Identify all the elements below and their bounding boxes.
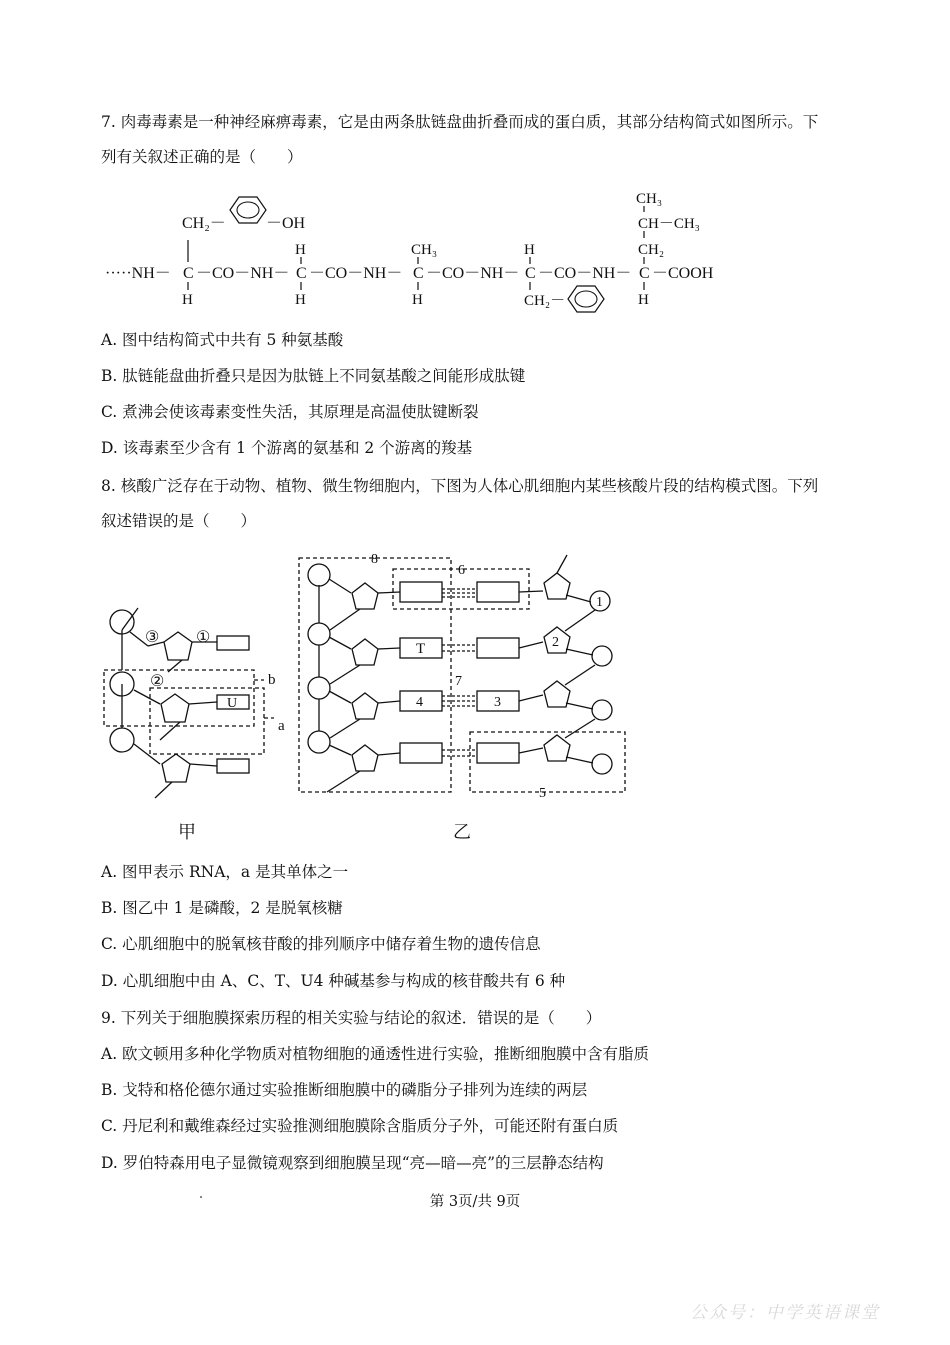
watermark: 公众号：中学英语课堂 — [690, 1303, 880, 1323]
alpha-c-4: C — [525, 265, 536, 282]
h-1: H — [182, 292, 193, 308]
h-5: H — [638, 292, 649, 308]
q8-option-b: B. 图乙中 1 是磷酸，2 是脱氧核糖 — [101, 899, 343, 917]
label-2: 2 — [552, 635, 559, 650]
label-a: a — [278, 718, 285, 734]
q8-option-a: A. 图甲表示 RNA，a 是其单体之一 — [101, 863, 349, 881]
carboxyl-end: －COOH — [652, 265, 714, 282]
q7-stem-line1: 7. 肉毒毒素是一种神经麻痹毒素，它是由两条肽链盘曲折叠而成的蛋白质，其部分结构简式如图所示。下 — [101, 113, 819, 131]
label-8: 8 — [371, 552, 378, 567]
peptide-bond-3: －CO－NH－ — [426, 265, 520, 282]
q9-option-a: A. 欧文顿用多种化学物质对植物细胞的通透性进行实验，推断细胞膜中含有脂质 — [101, 1045, 650, 1063]
label-4: 4 — [416, 695, 423, 710]
benzene-ring-1 — [230, 197, 266, 223]
h-3: H — [412, 292, 423, 308]
q7-option-a: A. 图中结构简式中共有 5 种氨基酸 — [101, 331, 344, 349]
r1-ch2: CH₂－ — [182, 215, 226, 232]
q8-option-c: C. 心肌细胞中的脱氧核苷酸的排列顺序中储存着生物的遗传信息 — [101, 935, 541, 953]
label-7: 7 — [455, 674, 462, 689]
q8-stem-line1: 8. 核酸广泛存在于动物、植物、微生物细胞内，下图为人体心肌细胞内某些核酸片段的结构模式图。下列 — [101, 477, 819, 495]
r1-oh: －OH — [266, 215, 306, 232]
q9-stem: 9. 下列关于细胞膜探索历程的相关实验与结论的叙述．错误的是（ ） — [101, 1009, 602, 1027]
h-2-top: H — [295, 242, 306, 258]
r5-ch3: CH₃ — [636, 191, 663, 207]
label-5: 5 — [539, 786, 546, 801]
label-1: 1 — [596, 595, 603, 610]
label-jia: 甲 — [178, 822, 196, 842]
r5-ch2: CH₂ — [638, 242, 665, 258]
mark-1: ① — [196, 629, 211, 646]
peptide-bond-1: －CO－NH－ — [196, 265, 290, 282]
r3-ch3: CH₃ — [411, 242, 438, 258]
q7-stem-line2: 列有关叙述正确的是（ ） — [101, 148, 303, 166]
mark-3: ③ — [145, 629, 160, 646]
base-u: U — [227, 696, 238, 711]
alpha-c-5: C — [639, 265, 650, 282]
r5-ch: CH－CH₃ — [638, 216, 700, 232]
q7-option-c: C. 煮沸会使该毒素变性失活，其原理是高温使肽键断裂 — [101, 403, 479, 421]
peptide-bond-4: －CO－NH－ — [538, 265, 632, 282]
mark-2: ② — [150, 673, 165, 690]
q9-option-b: B. 戈特和格伦德尔通过实验推断细胞膜中的磷脂分子排列为连续的两层 — [101, 1081, 588, 1099]
box-5 — [470, 732, 625, 792]
q8-option-d: D. 心肌细胞中由 A、C、T、U4 种碱基参与构成的核苷酸共有 6 种 — [101, 972, 566, 990]
label-b: b — [268, 672, 276, 688]
q7-option-b: B. 肽链能盘曲折叠只是因为肽链上不同氨基酸之间能形成肽键 — [101, 367, 526, 385]
figure-jia-rna — [100, 600, 300, 850]
peptide-structure-figure — [100, 180, 740, 320]
box-8 — [299, 558, 451, 792]
label-6: 6 — [458, 563, 465, 578]
chain-prefix: ·····NH－ — [105, 265, 171, 282]
label-3: 3 — [494, 695, 501, 710]
q8-stem-line2: 叙述错误的是（ ） — [101, 512, 257, 530]
benzene-ring-2 — [568, 286, 604, 312]
peptide-bond-2: －CO－NH－ — [309, 265, 403, 282]
label-yi: 乙 — [453, 822, 471, 842]
alpha-c-2: C — [296, 265, 307, 282]
q7-option-d: D. 该毒素至少含有 1 个游离的氨基和 2 个游离的羧基 — [101, 439, 473, 457]
r4-ch2: CH₂－ — [524, 293, 566, 309]
figure-yi-dna — [295, 545, 635, 845]
base-t: T — [416, 641, 426, 657]
box-a — [150, 688, 264, 754]
h-2-bottom: H — [295, 292, 306, 308]
page-footer: 第 3页/共 9页 — [429, 1194, 521, 1210]
alpha-c-3: C — [413, 265, 424, 282]
h-4: H — [524, 242, 535, 258]
q9-option-d: D. 罗伯特森用电子显微镜观察到细胞膜呈现“亮—暗—亮”的三层静态结构 — [101, 1154, 604, 1172]
q9-option-c: C. 丹尼利和戴维森经过实验推测细胞膜除含脂质分子外，可能还附有蛋白质 — [101, 1117, 619, 1135]
phosphate-3 — [110, 728, 134, 752]
alpha-c-1: C — [183, 265, 194, 282]
